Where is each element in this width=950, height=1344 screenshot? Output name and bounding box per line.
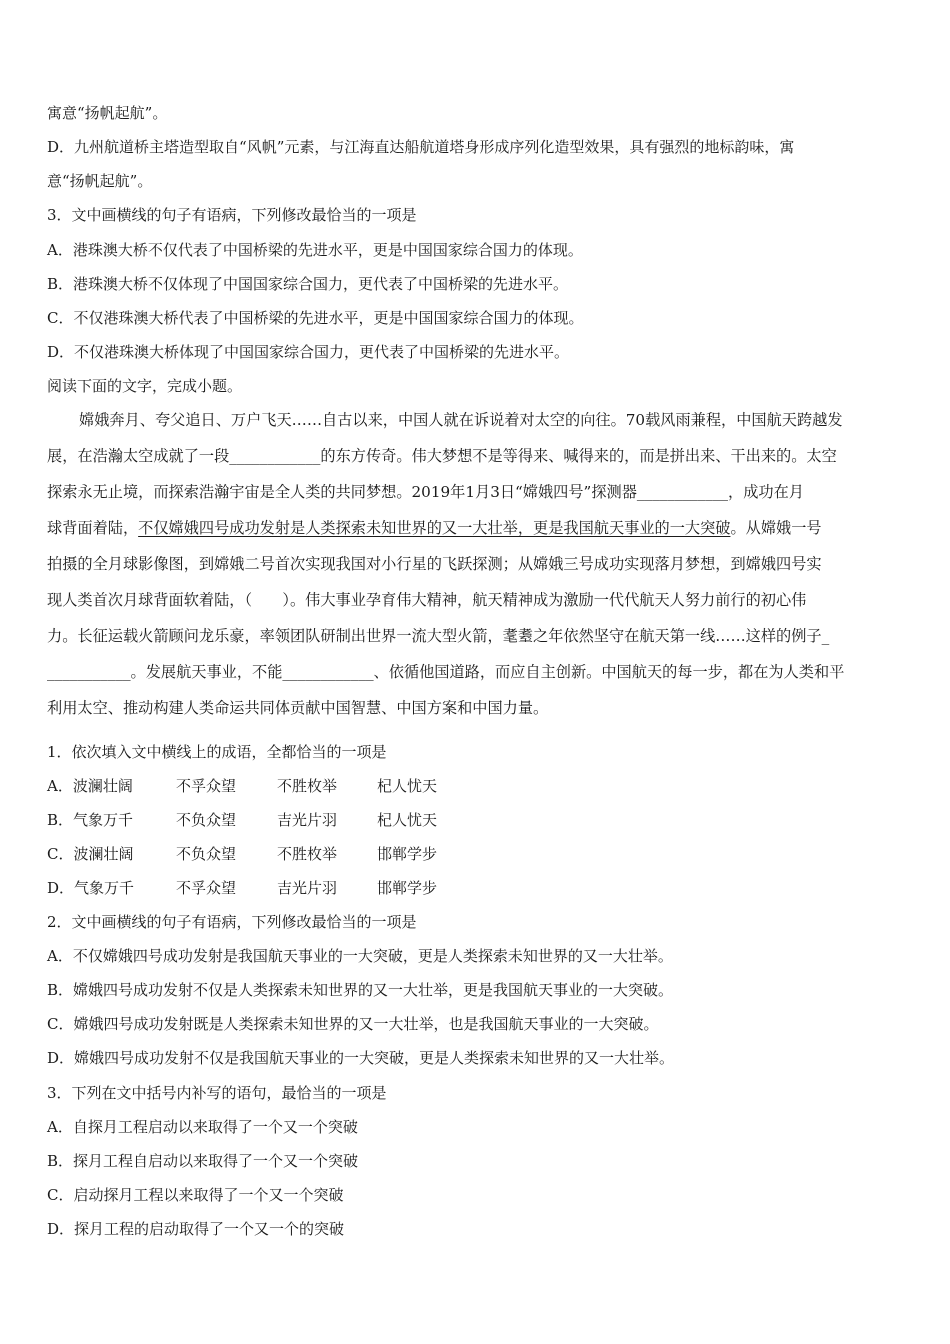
passage-text: 球背面着陆， <box>47 519 139 537</box>
passage-line <box>47 518 822 538</box>
passage-line: ___________。发展航天事业，不能____________、依循他国道路，而应自主创新。中国航天的每一步，都在为人类和平 <box>47 663 845 681</box>
option-term: 不胜枚举 <box>277 845 338 863</box>
question-2-stem: 2．文中画横线的句子有语病，下列修改最恰当的一项是 <box>47 913 417 931</box>
option-a: A．港珠澳大桥不仅代表了中国桥梁的先进水平，更是中国国家综合国力的体现。 <box>47 241 583 259</box>
passage-line: 探索永无止境，而探索浩瀚宇宙是全人类的共同梦想。2019年1月3日“嫦娥四号”探测器____________，成功在月 <box>47 483 804 501</box>
option-term: 不负众望 <box>176 811 237 829</box>
option-term: 邯郸学步 <box>377 845 438 863</box>
q1-option-c <box>47 844 437 864</box>
passage-line: 拍摄的全月球影像图，到嫦娥二号首次实现我国对小行星的飞跃探测；从嫦娥三号成功实现落月梦想，到嫦娥四号实 <box>47 555 822 573</box>
passage-line: 现人类首次月球背面软着陆，（ ）。伟大事业孕育伟大精神，航天精神成为激励一代代航天人努力前行的初心伟 <box>47 591 807 609</box>
option-term: 不负众望 <box>176 845 237 863</box>
option-term: 吉光片羽 <box>277 811 338 829</box>
option-c: C．不仅港珠澳大桥代表了中国桥梁的先进水平，更是中国国家综合国力的体现。 <box>47 309 584 327</box>
passage-line: 力。长征运载火箭顾问龙乐豪，率领团队研制出世界一流大型火箭，耄耋之年依然坚守在航天第一线……这样的例子_ <box>47 627 830 645</box>
option-term: 不孚众望 <box>176 777 237 795</box>
option-d: D．不仅港珠澳大桥体现了中国国家综合国力，更代表了中国桥梁的先进水平。 <box>47 343 570 361</box>
q3-option-c: C．启动探月工程以来取得了一个又一个突破 <box>47 1186 344 1204</box>
option-term: 不孚众望 <box>176 879 237 897</box>
passage-line: 展，在浩瀚太空成就了一段____________的东方传奇。伟大梦想不是等得来、喊得来的，而是拼出来、干出来的。太空 <box>47 447 837 465</box>
option-label: B．气象万千 <box>47 811 134 829</box>
text-line: 寓意“扬帆起航”。 <box>47 104 168 122</box>
passage-line: 利用太空、推动构建人类命运共同体贡献中国智慧、中国方案和中国力量。 <box>47 699 549 717</box>
option-term: 吉光片羽 <box>277 879 338 897</box>
option-term: 杞人忧天 <box>377 811 438 829</box>
passage-line: 嫦娥奔月、夸父追日、万户飞天……自古以来，中国人就在诉说着对太空的向往。70载风雨兼程，中国航天跨越发 <box>79 411 843 429</box>
option-b: B．港珠澳大桥不仅体现了中国国家综合国力，更代表了中国桥梁的先进水平。 <box>47 275 569 293</box>
text-line: 意“扬帆起航”。 <box>47 172 153 190</box>
option-label: C．波澜壮阔 <box>47 845 134 863</box>
option-term: 杞人忧天 <box>377 777 438 795</box>
option-d-line: D．九州航道桥主塔造型取自“风帆”元素，与江海直达船航道塔身形成序列化造型效果，具有强烈的地标韵味，寓 <box>47 138 795 156</box>
question-1-stem: 1．依次填入文中横线上的成语，全都恰当的一项是 <box>47 743 387 761</box>
q1-option-d <box>47 878 437 898</box>
q2-option-d: D．嫦娥四号成功发射不仅是我国航天事业的一大突破，更是人类探索未知世界的又一大壮举。 <box>47 1049 675 1067</box>
passage-text: 。从嫦娥一号 <box>730 519 822 537</box>
q2-option-b: B．嫦娥四号成功发射不仅是人类探索未知世界的又一大壮举，更是我国航天事业的一大突破。 <box>47 981 674 999</box>
option-label: A．波澜壮阔 <box>47 777 133 795</box>
option-term: 不胜枚举 <box>277 777 338 795</box>
q1-option-a <box>47 776 437 796</box>
q3-option-d: D．探月工程的启动取得了一个又一个的突破 <box>47 1220 345 1238</box>
q3-option-b: B．探月工程自启动以来取得了一个又一个突破 <box>47 1152 359 1170</box>
reading-instruction: 阅读下面的文字，完成小题。 <box>47 377 243 395</box>
question-3-stem: 3．下列在文中括号内补写的语句，最恰当的一项是 <box>47 1084 387 1102</box>
q2-option-c: C．嫦娥四号成功发射既是人类探索未知世界的又一大壮举，也是我国航天事业的一大突破。 <box>47 1015 659 1033</box>
question-stem: 3．文中画横线的句子有语病，下列修改最恰当的一项是 <box>47 206 417 224</box>
q2-option-a: A．不仅嫦娥四号成功发射是我国航天事业的一大突破，更是人类探索未知世界的又一大壮举。 <box>47 947 673 965</box>
q3-option-a: A．自探月工程启动以来取得了一个又一个突破 <box>47 1118 358 1136</box>
underlined-sentence: 不仅嫦娥四号成功发射是人类探索未知世界的又一大壮举，更是我国航天事业的一大突破 <box>138 519 731 537</box>
option-label: D．气象万千 <box>47 879 135 897</box>
q1-option-b <box>47 810 437 830</box>
option-term: 邯郸学步 <box>377 879 438 897</box>
